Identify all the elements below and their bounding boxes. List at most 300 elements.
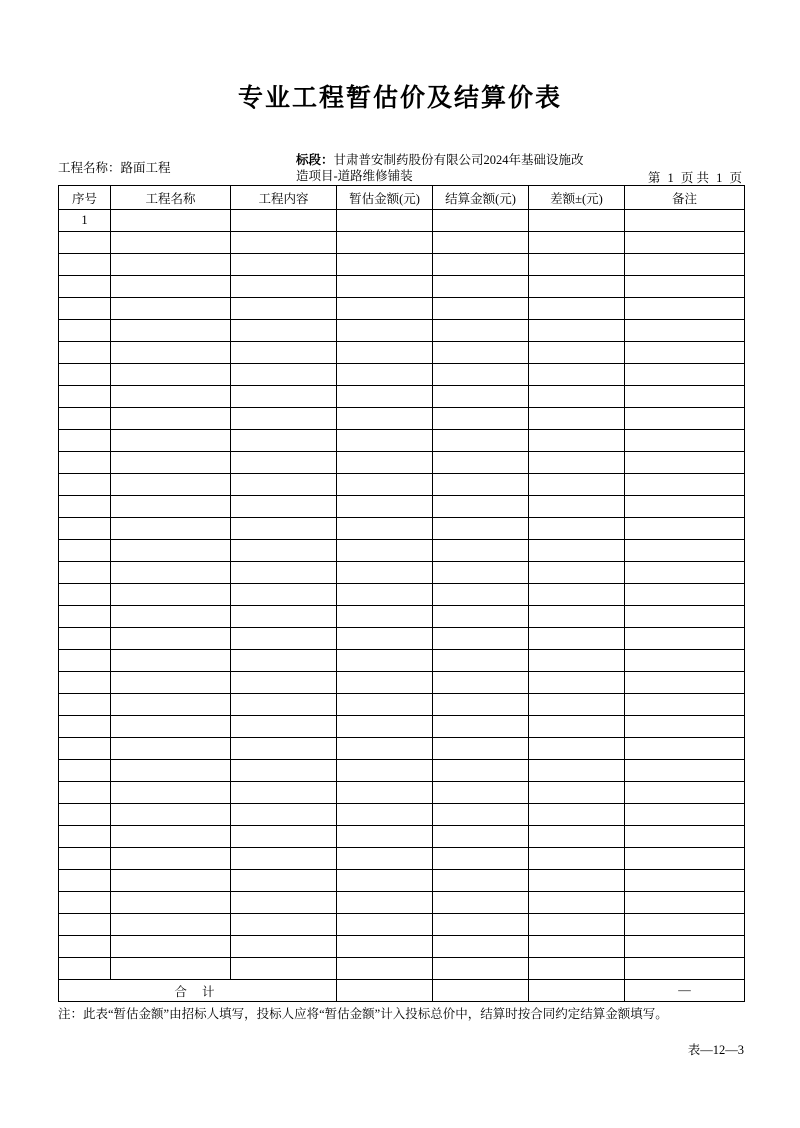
document-meta	[58, 152, 744, 186]
cell-settlement-amount[interactable]	[433, 672, 529, 694]
cell-remark[interactable]	[625, 276, 745, 298]
cell-estimate-amount[interactable]	[337, 452, 433, 474]
cell-settlement-amount[interactable]	[433, 936, 529, 958]
cell-remark[interactable]	[625, 826, 745, 848]
cell-project-name[interactable]	[111, 848, 231, 870]
cell-remark[interactable]	[625, 628, 745, 650]
section-info	[296, 152, 596, 184]
cell-seq[interactable]	[59, 386, 111, 408]
cell-difference[interactable]	[529, 892, 625, 914]
cell-settlement-amount[interactable]	[433, 232, 529, 254]
table-row	[59, 738, 745, 760]
cell-remark[interactable]	[625, 848, 745, 870]
cell-project-content[interactable]	[231, 892, 337, 914]
cell-difference[interactable]	[529, 474, 625, 496]
cell-settlement-amount[interactable]	[433, 298, 529, 320]
cell-seq[interactable]	[59, 496, 111, 518]
cell-project-content[interactable]	[231, 694, 337, 716]
cell-settlement-amount[interactable]	[433, 518, 529, 540]
cell-difference[interactable]	[529, 430, 625, 452]
table-row	[59, 914, 745, 936]
cell-difference[interactable]	[529, 672, 625, 694]
cell-seq[interactable]	[59, 694, 111, 716]
page-indicator	[646, 168, 744, 186]
cell-seq[interactable]	[59, 320, 111, 342]
cell-estimate-amount[interactable]	[337, 936, 433, 958]
cell-remark[interactable]	[625, 320, 745, 342]
cell-project-content[interactable]	[231, 320, 337, 342]
column-header-project-content: 工程内容	[231, 186, 337, 210]
column-header-seq: 序号	[59, 186, 111, 210]
cell-project-name[interactable]	[111, 364, 231, 386]
table-row	[59, 386, 745, 408]
cell-estimate-amount[interactable]	[337, 628, 433, 650]
table-header-row	[59, 186, 745, 210]
cell-estimate-amount[interactable]	[337, 430, 433, 452]
cell-estimate-amount[interactable]	[337, 562, 433, 584]
cell-estimate-amount[interactable]	[337, 584, 433, 606]
cell-estimate-amount[interactable]	[337, 694, 433, 716]
cell-seq[interactable]	[59, 298, 111, 320]
cell-remark[interactable]	[625, 496, 745, 518]
cell-difference[interactable]	[529, 232, 625, 254]
cell-difference[interactable]	[529, 650, 625, 672]
cell-settlement-amount[interactable]	[433, 892, 529, 914]
cell-project-name[interactable]	[111, 430, 231, 452]
cell-seq[interactable]	[59, 474, 111, 496]
cell-remark[interactable]	[625, 870, 745, 892]
cell-project-name[interactable]	[111, 628, 231, 650]
cell-estimate-amount[interactable]	[337, 716, 433, 738]
cell-remark[interactable]	[625, 584, 745, 606]
cell-remark[interactable]	[625, 562, 745, 584]
cell-remark[interactable]	[625, 716, 745, 738]
cell-settlement-amount[interactable]	[433, 540, 529, 562]
table-row	[59, 848, 745, 870]
cell-seq[interactable]	[59, 936, 111, 958]
form-code: 表—12—3	[687, 1043, 744, 1057]
cell-estimate-amount[interactable]	[337, 804, 433, 826]
cell-remark[interactable]	[625, 474, 745, 496]
cell-project-content[interactable]	[231, 474, 337, 496]
cell-project-name[interactable]	[111, 892, 231, 914]
cell-difference[interactable]	[529, 408, 625, 430]
cell-estimate-amount[interactable]	[337, 320, 433, 342]
cell-seq[interactable]	[59, 738, 111, 760]
cell-seq[interactable]	[59, 826, 111, 848]
cell-project-name[interactable]	[111, 496, 231, 518]
cell-difference[interactable]	[529, 870, 625, 892]
table-total-row	[59, 980, 745, 1002]
cell-project-content[interactable]	[231, 452, 337, 474]
cell-seq[interactable]	[59, 672, 111, 694]
cell-difference[interactable]	[529, 342, 625, 364]
cell-seq[interactable]	[59, 540, 111, 562]
cell-settlement-amount[interactable]	[433, 386, 529, 408]
cell-difference[interactable]	[529, 958, 625, 980]
cell-project-content[interactable]	[231, 518, 337, 540]
cell-estimate-amount[interactable]	[337, 848, 433, 870]
cell-estimate-amount[interactable]	[337, 540, 433, 562]
cell-project-name[interactable]	[111, 518, 231, 540]
cell-project-content[interactable]	[231, 210, 337, 232]
cell-settlement-amount[interactable]	[433, 716, 529, 738]
cell-project-name[interactable]	[111, 342, 231, 364]
cell-estimate-amount[interactable]	[337, 738, 433, 760]
cell-project-name[interactable]	[111, 914, 231, 936]
cell-project-content[interactable]	[231, 936, 337, 958]
cell-project-content[interactable]	[231, 386, 337, 408]
cell-difference[interactable]	[529, 540, 625, 562]
cell-remark[interactable]	[625, 452, 745, 474]
cell-project-name[interactable]	[111, 210, 231, 232]
cell-project-name[interactable]	[111, 584, 231, 606]
cell-estimate-amount[interactable]	[337, 606, 433, 628]
table-row	[59, 958, 745, 980]
cell-difference[interactable]	[529, 386, 625, 408]
cell-seq[interactable]	[59, 364, 111, 386]
table-row	[59, 804, 745, 826]
cell-settlement-amount[interactable]	[433, 210, 529, 232]
cell-project-name[interactable]	[111, 870, 231, 892]
table-row	[59, 298, 745, 320]
cell-seq[interactable]	[59, 892, 111, 914]
cell-seq[interactable]	[59, 606, 111, 628]
cell-settlement-amount[interactable]	[433, 496, 529, 518]
table-row	[59, 254, 745, 276]
cell-estimate-amount[interactable]	[337, 914, 433, 936]
total-estimate[interactable]	[337, 980, 433, 1002]
cell-project-name[interactable]	[111, 408, 231, 430]
cell-seq[interactable]	[59, 870, 111, 892]
cell-project-content[interactable]	[231, 760, 337, 782]
cell-project-content[interactable]	[231, 430, 337, 452]
table-row	[59, 474, 745, 496]
cell-project-content[interactable]	[231, 298, 337, 320]
cell-project-content[interactable]	[231, 496, 337, 518]
cell-estimate-amount[interactable]	[337, 408, 433, 430]
cell-difference[interactable]	[529, 452, 625, 474]
cell-settlement-amount[interactable]	[433, 826, 529, 848]
cell-difference[interactable]	[529, 496, 625, 518]
cell-difference[interactable]	[529, 826, 625, 848]
cell-settlement-amount[interactable]	[433, 452, 529, 474]
column-header-difference: 差额±(元)	[529, 186, 625, 210]
total-remark: —	[625, 980, 745, 1002]
cell-remark[interactable]	[625, 232, 745, 254]
cell-settlement-amount[interactable]	[433, 870, 529, 892]
cell-difference[interactable]	[529, 518, 625, 540]
cell-remark[interactable]	[625, 430, 745, 452]
cell-project-name[interactable]	[111, 606, 231, 628]
cell-settlement-amount[interactable]	[433, 914, 529, 936]
cell-difference[interactable]	[529, 628, 625, 650]
table-row	[59, 826, 745, 848]
table-row	[59, 452, 745, 474]
cell-settlement-amount[interactable]	[433, 364, 529, 386]
cell-project-name[interactable]	[111, 958, 231, 980]
cell-settlement-amount[interactable]	[433, 628, 529, 650]
cell-project-content[interactable]	[231, 826, 337, 848]
cell-seq[interactable]	[59, 430, 111, 452]
cell-difference[interactable]	[529, 254, 625, 276]
table-row	[59, 518, 745, 540]
cell-seq[interactable]	[59, 650, 111, 672]
table-row	[59, 760, 745, 782]
cell-settlement-amount[interactable]	[433, 738, 529, 760]
table-row	[59, 342, 745, 364]
cell-seq[interactable]	[59, 628, 111, 650]
cell-difference[interactable]	[529, 606, 625, 628]
cell-seq[interactable]	[59, 848, 111, 870]
page-number: 1	[667, 171, 674, 185]
cell-difference[interactable]	[529, 694, 625, 716]
cell-project-name[interactable]	[111, 694, 231, 716]
cell-estimate-amount[interactable]	[337, 870, 433, 892]
cell-settlement-amount[interactable]	[433, 958, 529, 980]
cell-remark[interactable]	[625, 210, 745, 232]
cell-seq[interactable]	[59, 782, 111, 804]
cell-seq[interactable]	[59, 958, 111, 980]
cell-remark[interactable]	[625, 540, 745, 562]
cell-project-name[interactable]	[111, 540, 231, 562]
cell-settlement-amount[interactable]	[433, 408, 529, 430]
cell-project-content[interactable]	[231, 672, 337, 694]
cell-estimate-amount[interactable]	[337, 826, 433, 848]
cell-settlement-amount[interactable]	[433, 848, 529, 870]
total-settlement[interactable]	[433, 980, 529, 1002]
page-prefix: 第	[647, 171, 661, 185]
cell-project-name[interactable]	[111, 276, 231, 298]
cell-estimate-amount[interactable]	[337, 782, 433, 804]
cell-difference[interactable]	[529, 584, 625, 606]
table-row	[59, 716, 745, 738]
cell-difference[interactable]	[529, 914, 625, 936]
table-row	[59, 232, 745, 254]
cell-project-name[interactable]	[111, 232, 231, 254]
cell-project-name[interactable]	[111, 254, 231, 276]
cell-difference[interactable]	[529, 562, 625, 584]
cell-project-name[interactable]	[111, 826, 231, 848]
cell-project-content[interactable]	[231, 606, 337, 628]
page-total: 1	[716, 171, 723, 185]
cell-settlement-amount[interactable]	[433, 760, 529, 782]
cell-project-name[interactable]	[111, 782, 231, 804]
cell-remark[interactable]	[625, 892, 745, 914]
table-row	[59, 628, 745, 650]
cell-difference[interactable]	[529, 936, 625, 958]
cell-settlement-amount[interactable]	[433, 276, 529, 298]
table-row	[59, 430, 745, 452]
cell-project-content[interactable]	[231, 804, 337, 826]
cell-difference[interactable]	[529, 210, 625, 232]
table-row	[59, 584, 745, 606]
cell-project-content[interactable]	[231, 848, 337, 870]
cell-estimate-amount[interactable]	[337, 298, 433, 320]
cell-project-content[interactable]	[231, 232, 337, 254]
cell-remark[interactable]	[625, 958, 745, 980]
cell-project-content[interactable]	[231, 342, 337, 364]
cell-project-name[interactable]	[111, 386, 231, 408]
table-row	[59, 892, 745, 914]
cell-remark[interactable]	[625, 782, 745, 804]
cell-seq[interactable]	[59, 518, 111, 540]
cell-estimate-amount[interactable]	[337, 276, 433, 298]
cell-estimate-amount[interactable]	[337, 650, 433, 672]
cell-project-content[interactable]	[231, 958, 337, 980]
cell-project-name[interactable]	[111, 474, 231, 496]
cell-settlement-amount[interactable]	[433, 650, 529, 672]
cell-remark[interactable]	[625, 606, 745, 628]
page-title: 专业工程暂估价及结算价表	[237, 84, 562, 112]
total-label: 合 计	[59, 980, 337, 1002]
cell-remark[interactable]	[625, 254, 745, 276]
cell-project-content[interactable]	[231, 562, 337, 584]
cell-estimate-amount[interactable]	[337, 364, 433, 386]
cell-project-name[interactable]	[111, 562, 231, 584]
cell-project-content[interactable]	[231, 914, 337, 936]
cell-project-name[interactable]	[111, 672, 231, 694]
cell-seq[interactable]: 1	[59, 210, 111, 232]
cell-project-name[interactable]	[111, 320, 231, 342]
cell-difference[interactable]	[529, 782, 625, 804]
cell-project-name[interactable]	[111, 936, 231, 958]
cell-settlement-amount[interactable]	[433, 430, 529, 452]
cell-difference[interactable]	[529, 738, 625, 760]
cell-difference[interactable]	[529, 298, 625, 320]
cell-estimate-amount[interactable]	[337, 342, 433, 364]
cell-seq[interactable]	[59, 716, 111, 738]
cell-seq[interactable]	[59, 232, 111, 254]
cell-estimate-amount[interactable]	[337, 474, 433, 496]
table-row	[59, 870, 745, 892]
cell-project-name[interactable]	[111, 298, 231, 320]
cell-project-content[interactable]	[231, 650, 337, 672]
cell-estimate-amount[interactable]	[337, 496, 433, 518]
cell-difference[interactable]	[529, 804, 625, 826]
cell-settlement-amount[interactable]	[433, 804, 529, 826]
total-difference[interactable]	[529, 980, 625, 1002]
cell-project-content[interactable]	[231, 540, 337, 562]
cell-project-content[interactable]	[231, 254, 337, 276]
cell-project-name[interactable]	[111, 650, 231, 672]
cell-estimate-amount[interactable]	[337, 518, 433, 540]
cell-project-name[interactable]	[111, 452, 231, 474]
cell-estimate-amount[interactable]	[337, 892, 433, 914]
cell-estimate-amount[interactable]	[337, 232, 433, 254]
table-row	[59, 650, 745, 672]
cell-project-name[interactable]	[111, 760, 231, 782]
table-row	[59, 276, 745, 298]
cell-settlement-amount[interactable]	[433, 342, 529, 364]
cell-estimate-amount[interactable]	[337, 760, 433, 782]
cell-settlement-amount[interactable]	[433, 254, 529, 276]
cell-project-content[interactable]	[231, 408, 337, 430]
cell-project-content[interactable]	[231, 584, 337, 606]
cell-estimate-amount[interactable]	[337, 254, 433, 276]
cell-difference[interactable]	[529, 760, 625, 782]
cell-project-content[interactable]	[231, 716, 337, 738]
cell-project-content[interactable]	[231, 870, 337, 892]
cell-difference[interactable]	[529, 848, 625, 870]
cell-project-content[interactable]	[231, 628, 337, 650]
page-middle: 页 共	[680, 171, 709, 185]
cell-remark[interactable]	[625, 364, 745, 386]
cell-settlement-amount[interactable]	[433, 782, 529, 804]
table-row	[59, 210, 745, 232]
cell-estimate-amount[interactable]	[337, 210, 433, 232]
cell-project-name[interactable]	[111, 804, 231, 826]
cell-difference[interactable]	[529, 276, 625, 298]
table-row	[59, 694, 745, 716]
cell-settlement-amount[interactable]	[433, 562, 529, 584]
table-row	[59, 320, 745, 342]
cell-remark[interactable]	[625, 408, 745, 430]
cell-settlement-amount[interactable]	[433, 606, 529, 628]
cell-remark[interactable]	[625, 760, 745, 782]
cell-estimate-amount[interactable]	[337, 958, 433, 980]
cell-project-name[interactable]	[111, 738, 231, 760]
column-header-estimate-amount: 暂估金额(元)	[337, 186, 433, 210]
section-value: 甘肃普安制药股份有限公司2024年基础设施改造项目-道路维修铺装	[296, 153, 584, 183]
cell-seq[interactable]	[59, 342, 111, 364]
cell-remark[interactable]	[625, 298, 745, 320]
cell-seq[interactable]	[59, 562, 111, 584]
table-row	[59, 936, 745, 958]
column-header-project-name: 工程名称	[111, 186, 231, 210]
cell-remark[interactable]	[625, 386, 745, 408]
cell-seq[interactable]	[59, 276, 111, 298]
estimate-table	[58, 185, 745, 1002]
cell-project-content[interactable]	[231, 782, 337, 804]
cell-settlement-amount[interactable]	[433, 584, 529, 606]
column-header-remark: 备注	[625, 186, 745, 210]
cell-seq[interactable]	[59, 254, 111, 276]
cell-settlement-amount[interactable]	[433, 694, 529, 716]
cell-seq[interactable]	[59, 914, 111, 936]
cell-remark[interactable]	[625, 518, 745, 540]
cell-difference[interactable]	[529, 320, 625, 342]
cell-remark[interactable]	[625, 672, 745, 694]
table-row	[59, 496, 745, 518]
cell-remark[interactable]	[625, 914, 745, 936]
cell-seq[interactable]	[59, 408, 111, 430]
cell-seq[interactable]	[59, 584, 111, 606]
cell-estimate-amount[interactable]	[337, 672, 433, 694]
cell-project-content[interactable]	[231, 276, 337, 298]
page-suffix: 页	[729, 171, 742, 185]
cell-seq[interactable]	[59, 760, 111, 782]
cell-project-content[interactable]	[231, 364, 337, 386]
cell-settlement-amount[interactable]	[433, 474, 529, 496]
cell-remark[interactable]	[625, 936, 745, 958]
cell-remark[interactable]	[625, 650, 745, 672]
cell-difference[interactable]	[529, 364, 625, 386]
cell-remark[interactable]	[625, 342, 745, 364]
cell-seq[interactable]	[59, 804, 111, 826]
cell-remark[interactable]	[625, 738, 745, 760]
cell-seq[interactable]	[59, 452, 111, 474]
cell-remark[interactable]	[625, 694, 745, 716]
cell-estimate-amount[interactable]	[337, 386, 433, 408]
project-name-label: 工程名称：路面工程	[58, 161, 171, 175]
cell-remark[interactable]	[625, 804, 745, 826]
table-row	[59, 672, 745, 694]
cell-project-name[interactable]	[111, 716, 231, 738]
cell-project-content[interactable]	[231, 738, 337, 760]
cell-settlement-amount[interactable]	[433, 320, 529, 342]
cell-difference[interactable]	[529, 716, 625, 738]
